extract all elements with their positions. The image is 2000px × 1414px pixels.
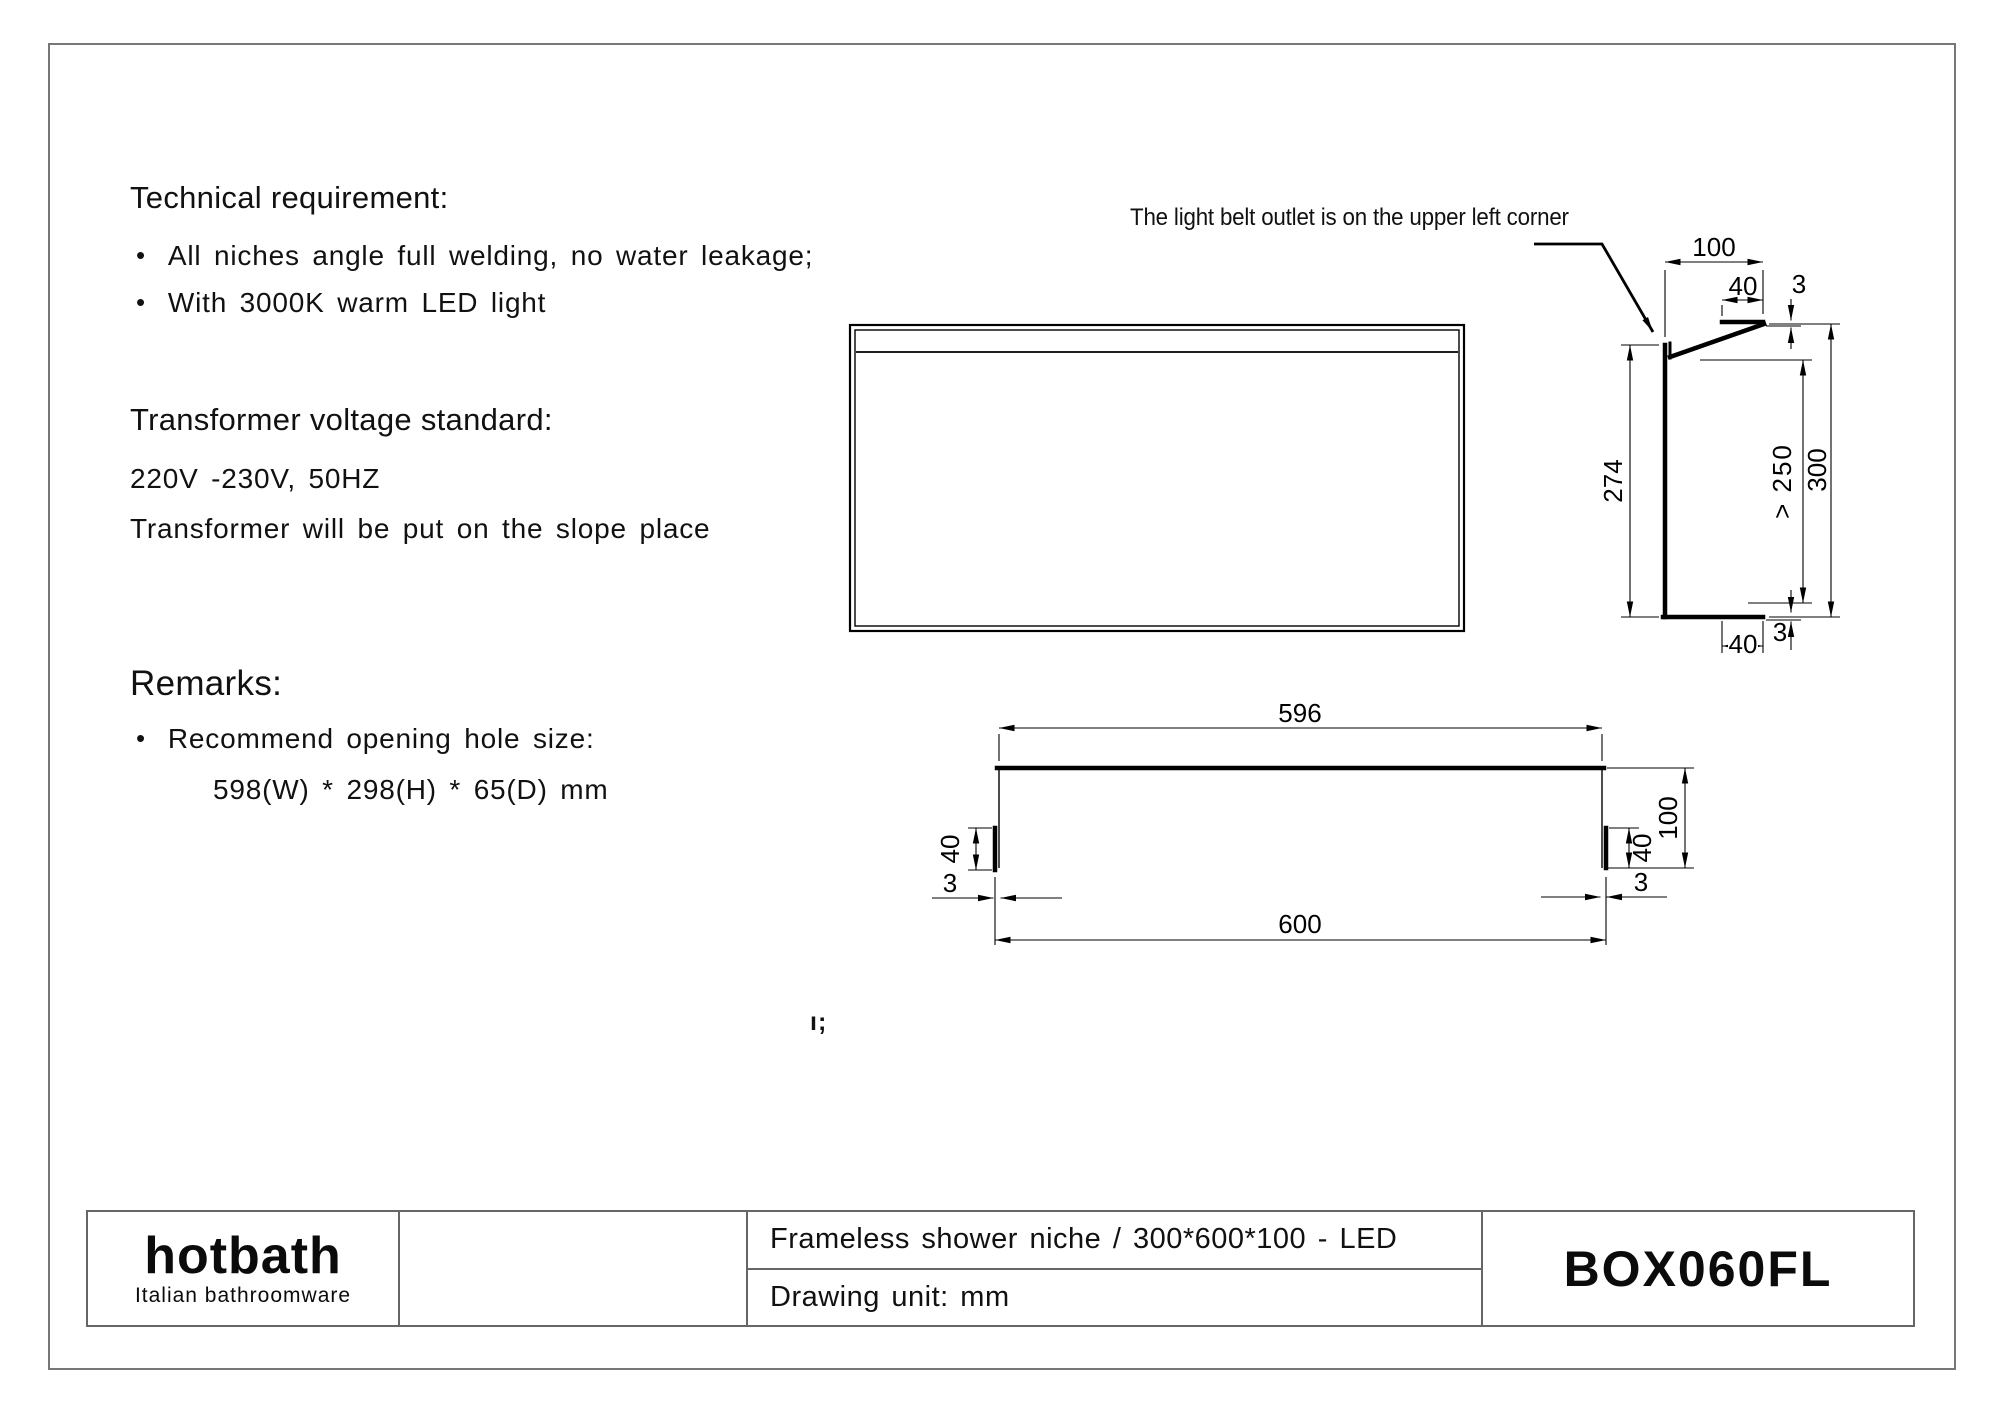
dim-plan-opening-width: 596 [1278, 698, 1322, 728]
product-description: Frameless shower niche / 300*600*100 - LED [748, 1212, 1481, 1270]
title-block [86, 1210, 1915, 1327]
dim-plan-overall-width: 600 [1278, 909, 1322, 939]
dim-side-back-height: 274 [1598, 459, 1628, 503]
dim-plan-right-lip: 40 [1627, 833, 1657, 863]
annotation-leader-arrow [1534, 244, 1653, 332]
light-belt-annotation: The light belt outlet is on the upper left corner [1130, 204, 1569, 231]
side-profile-view [1534, 232, 1840, 659]
technical-bullet-1-text: All niches angle full welding, no water leakage; [167, 240, 814, 271]
drawing-unit: Drawing unit: mm [770, 1280, 1010, 1313]
side-slope [1670, 324, 1764, 357]
transformer-voltage-line: 220V -230V, 50HZ [130, 463, 381, 494]
dim-side-bottom-lip: 40 [1728, 629, 1758, 659]
title-block-description-cell [748, 1212, 1483, 1325]
remarks-heading: Remarks: [130, 664, 283, 703]
title-block-logo-cell [88, 1212, 400, 1325]
opening-hole-size: 598(W) * 298(H) * 65(D) mm [213, 774, 609, 805]
transformer-heading: Transformer voltage standard: [130, 402, 553, 437]
front-view-inner-frame [855, 330, 1459, 626]
brand-logo: hotbath [144, 1226, 342, 1285]
technical-requirement-heading: Technical requirement: [130, 180, 449, 215]
dim-side-top-width: 100 [1692, 232, 1736, 262]
dim-plan-left-offset: 3 [942, 868, 958, 898]
dim-plan-depth: 100 [1653, 796, 1683, 840]
stray-mark: ı; [810, 1008, 828, 1036]
dim-side-bottom-thickness: 3 [1772, 617, 1788, 647]
title-block-empty-cell [400, 1212, 748, 1325]
remarks-bullet-text: Recommend opening hole size: [167, 723, 595, 754]
plan-view [932, 698, 1694, 945]
brand-tagline: Italian bathroomware [134, 1283, 352, 1307]
technical-bullet-2-text: With 3000K warm LED light [167, 287, 547, 318]
front-view-outer-frame [850, 325, 1464, 631]
bullet-icon: • [136, 287, 146, 317]
dim-side-total-height: 300 [1802, 448, 1832, 492]
dim-side-top-thickness: 3 [1791, 269, 1807, 299]
product-code: BOX060FL [1563, 1240, 1833, 1297]
bullet-icon: • [136, 723, 146, 753]
title-block-code-cell [1483, 1212, 1913, 1325]
transformer-place-line: Transformer will be put on the slope place [130, 513, 711, 544]
dim-plan-right-offset: 3 [1633, 867, 1649, 897]
dim-plan-left-lip: 40 [935, 834, 965, 864]
bullet-icon: • [136, 240, 146, 270]
front-view [850, 325, 1464, 631]
dim-side-min-clearance: > 250 [1767, 443, 1797, 519]
dim-side-top-lip: 40 [1728, 271, 1758, 301]
